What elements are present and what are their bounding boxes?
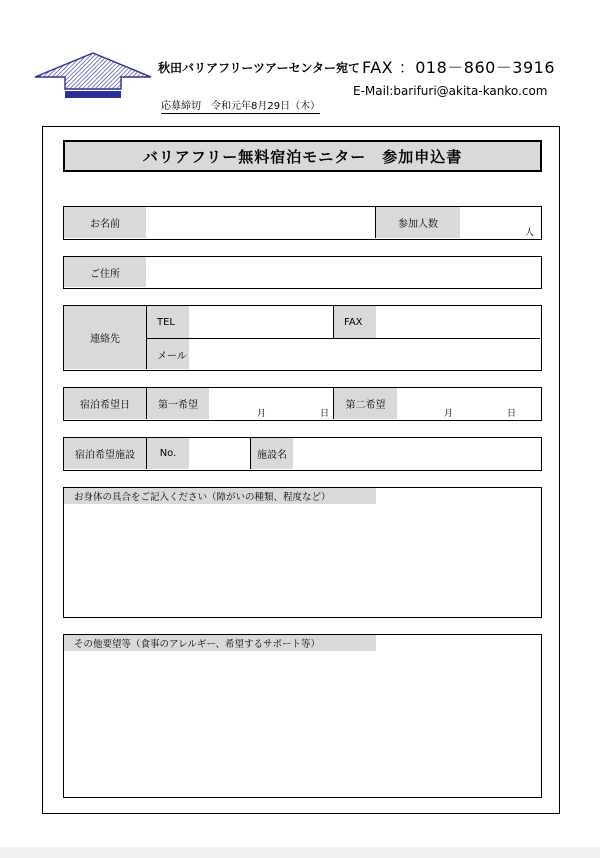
second-month-unit: 月: [444, 409, 454, 419]
contact-row: [63, 305, 542, 371]
second-choice-field[interactable]: [397, 388, 540, 419]
page-bottom-strip: [0, 847, 600, 858]
tel-field[interactable]: [189, 306, 333, 338]
deadline-text: 応募締切 令和元年8月29日（木）: [161, 97, 320, 114]
up-arrow-logo-icon: [34, 52, 152, 102]
participants-label: 参加人数: [376, 207, 460, 238]
first-choice-field[interactable]: [209, 388, 333, 419]
name-field[interactable]: [146, 207, 376, 238]
condition-label: お身体の具合をご記入ください（障がいの種類、程度など）: [64, 488, 376, 504]
mail-label: メール: [147, 339, 189, 369]
stay-date-label: 宿泊希望日: [64, 388, 146, 419]
other-requests-label: その他要望等（食事のアレルギー、希望するサポート等）: [64, 635, 376, 651]
contact-label: 連絡先: [64, 306, 146, 369]
facility-name-label: 施設名: [251, 438, 293, 469]
fax-label: FAX: [334, 306, 376, 338]
name-row: [63, 206, 542, 240]
first-choice-label: 第一希望: [147, 388, 209, 419]
email-address[interactable]: E-Mail:barifuri@akita-kanko.com: [353, 84, 548, 98]
address-label: ご住所: [64, 257, 146, 287]
facility-label: 宿泊希望施設: [64, 438, 146, 469]
participants-unit: 人: [525, 228, 535, 238]
mail-field[interactable]: [189, 339, 540, 369]
no-label: No.: [147, 438, 189, 469]
second-choice-label: 第二希望: [334, 388, 397, 419]
stay-date-row: [63, 387, 542, 421]
facility-no-field[interactable]: [189, 438, 250, 469]
address-field[interactable]: [146, 257, 540, 287]
facility-row: [63, 437, 542, 471]
destination-text: 秋田バリアフリーツアーセンター宛て: [158, 61, 360, 75]
address-row: [63, 256, 542, 289]
first-day-unit: 日: [320, 409, 330, 419]
fax-field[interactable]: [376, 306, 540, 338]
tel-label: TEL: [147, 306, 189, 338]
facility-name-field[interactable]: [293, 438, 540, 469]
form-title: バリアフリー無料宿泊モニター 参加申込書: [63, 140, 542, 172]
first-month-unit: 月: [257, 409, 267, 419]
second-day-unit: 日: [507, 409, 517, 419]
other-requests-box[interactable]: [63, 634, 542, 798]
name-label: お名前: [64, 207, 146, 238]
fax-number: FAX ：018－860－3916: [362, 58, 556, 77]
condition-box[interactable]: [63, 487, 542, 618]
